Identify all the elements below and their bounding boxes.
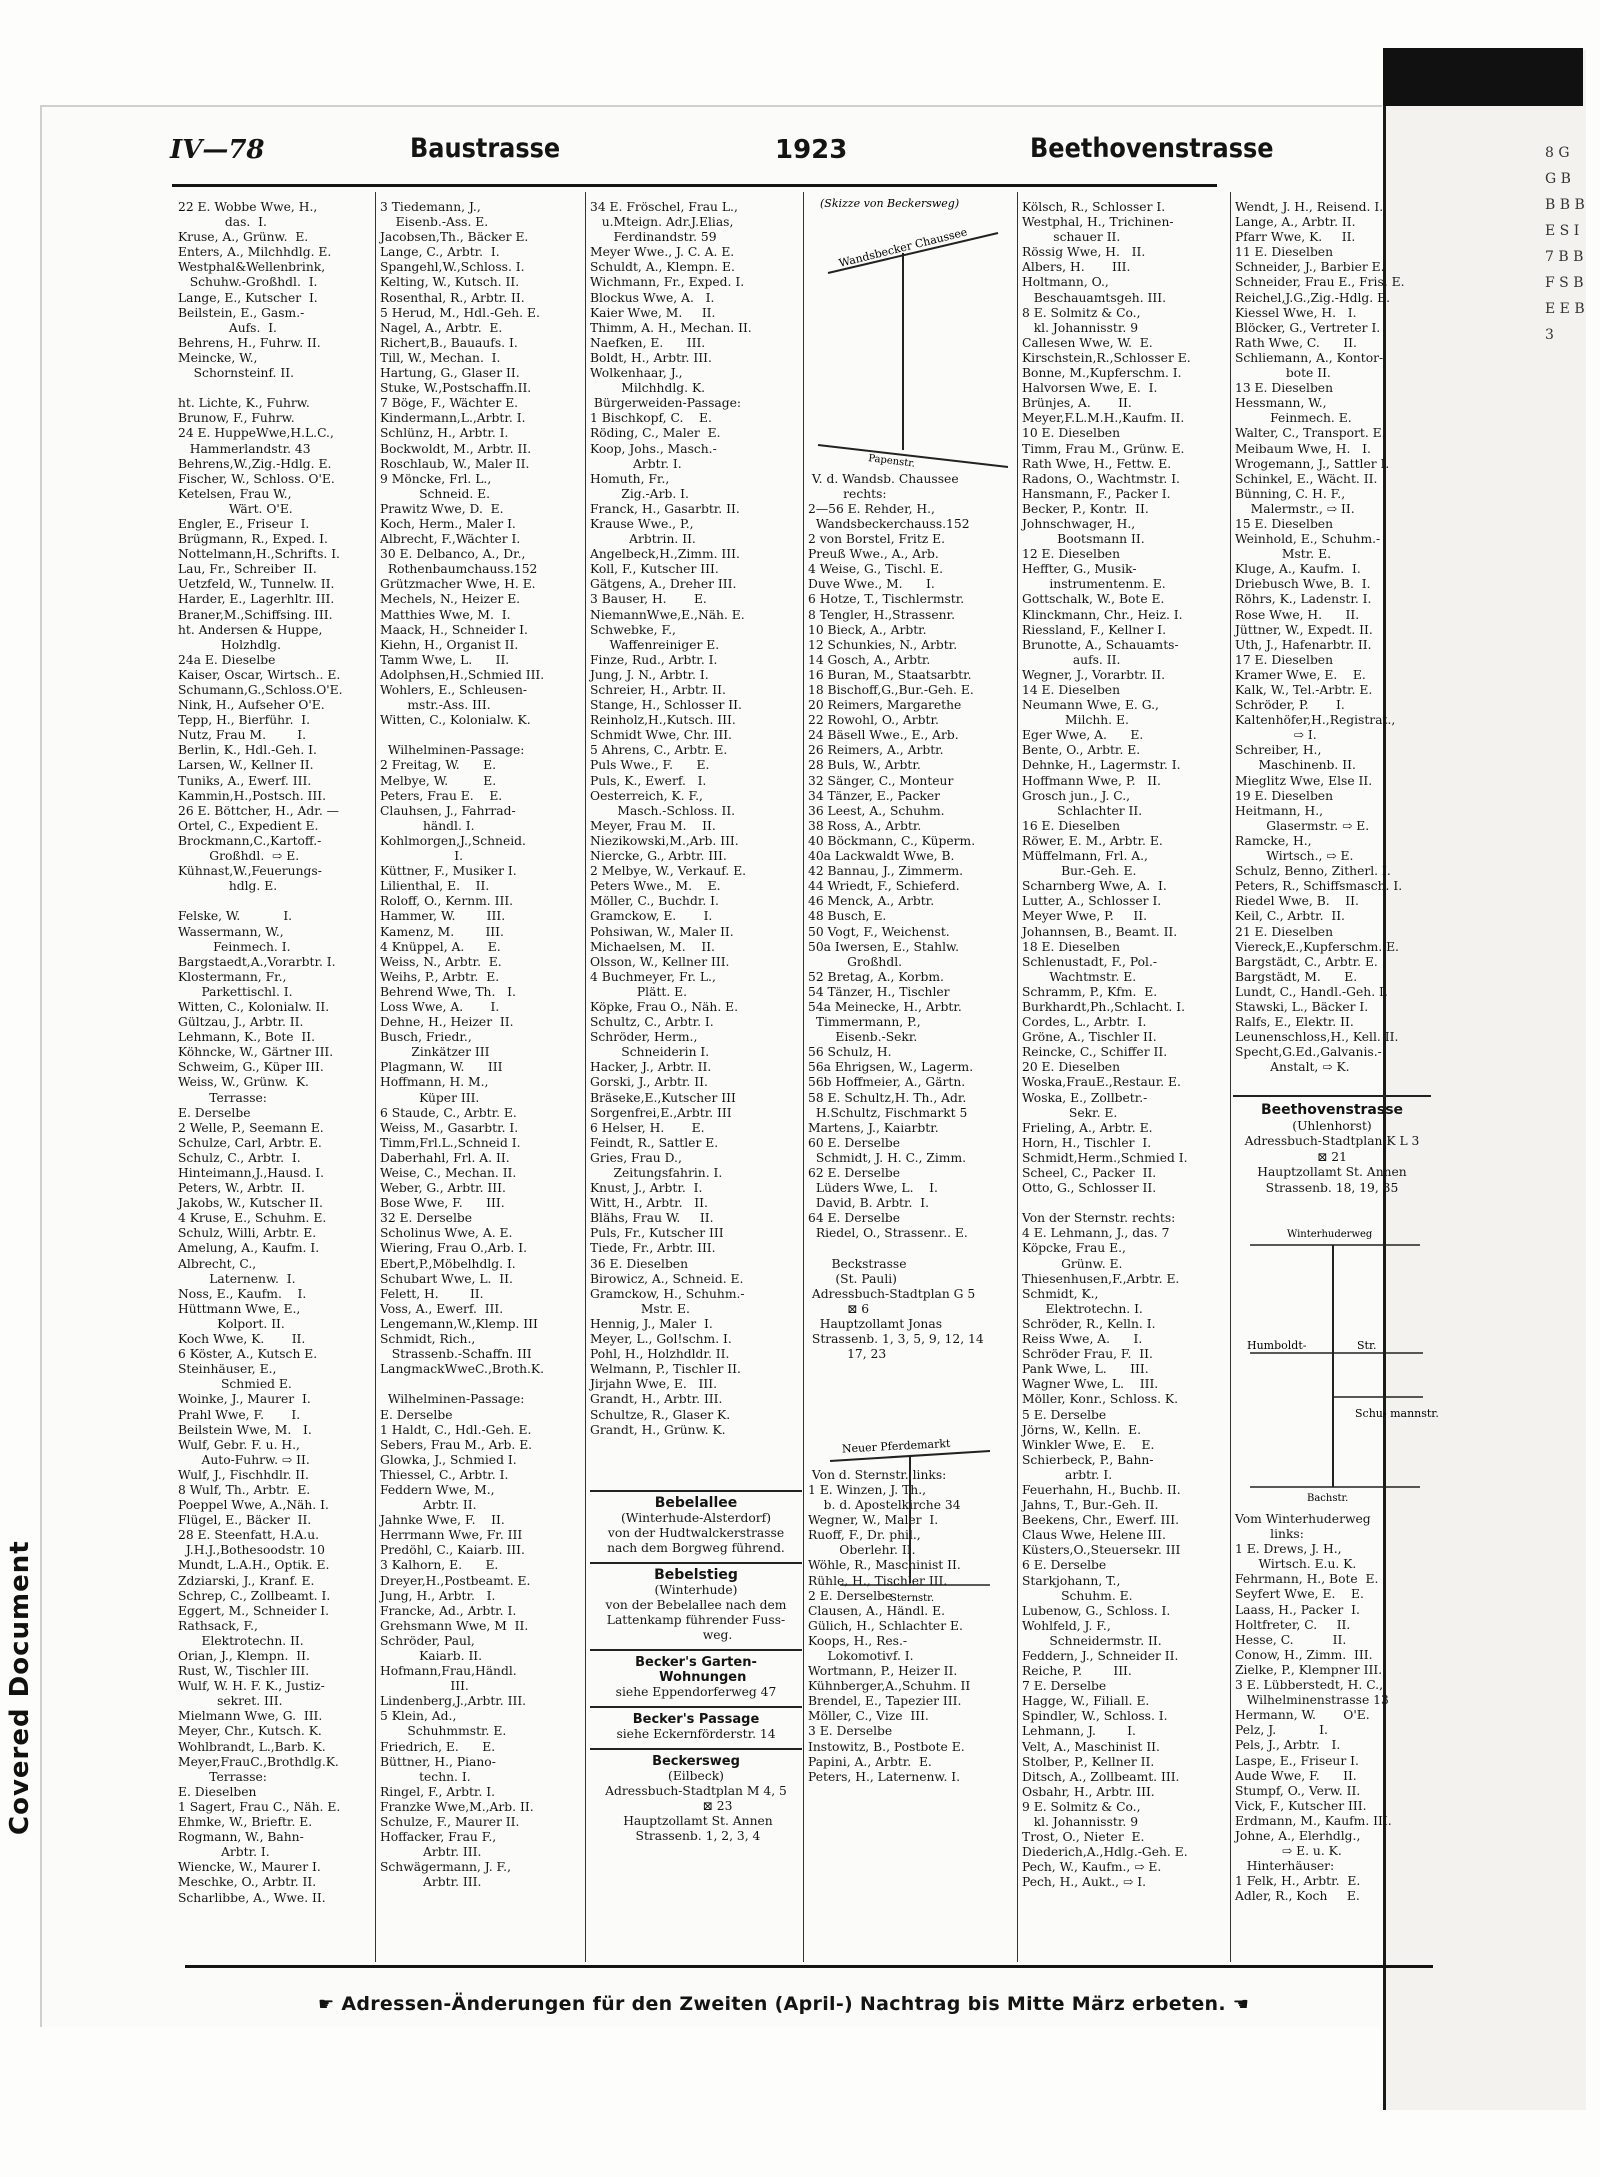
beethoven-map bbox=[1245, 1225, 1439, 1505]
sketch-road-label: Wandsbecker Chaussee bbox=[837, 225, 969, 270]
becker-garten-title: Becker's Garten- Wohnungen bbox=[635, 1655, 757, 1685]
beethoven-plan: Adressbuch-Stadtplan K L 3 bbox=[1244, 1134, 1420, 1148]
beethoven-entries: Vom Winterhuderweg links: 1 E. Drews, J. H., Wirtsch. E.u. K. Fehrmann, H., Bote E. Seyfert Wwe, E. E. Laass, H., Packer I. Holtfreter, C. II. Hesse, C. II. Conow, H., Zimm. III. Zielke, P., Klempner III. 3 E. Lübberstedt, H. C., Wilhelminenstrasse 13 Hermann, W. O'E. Pelz, J. I. Pels, J., Arbtr. I. Laspe, E., Friseur I. Aude Wwe, F. II. Stumpf, O., Verw. II. Vick, F., Kutscher III. Erdmann, M., Kaufm. III. Johne, A., Elerhdlg., ⇨ E. u. K. Hinterhäuser: 1 Felk, H., Arbtr. E. Adler, R., Koch E. bbox=[1235, 1512, 1392, 1904]
side-label: Covered Document bbox=[5, 1540, 35, 1835]
pointing-hand-icon: ☛ bbox=[318, 1994, 335, 2015]
beethoven-post: ⊠ 21 bbox=[1317, 1149, 1347, 1164]
beethoven-title: Beethovenstrasse bbox=[1260, 1102, 1404, 1118]
becker-passage-body: siehe Eckernförderstr. 14 bbox=[616, 1727, 776, 1741]
column-divider-2 bbox=[585, 192, 586, 1962]
beethoven-map-top: Winterhuderweg bbox=[1287, 1229, 1373, 1240]
bebelallee-box bbox=[590, 1490, 802, 1562]
sketch-road-label-2: Papenstr. bbox=[867, 453, 916, 470]
bebelstieg-body: (Winterhude) von der Bebelallee nach dem Lattenkamp führender Fuss- weg. bbox=[605, 1583, 787, 1642]
beckersweg-box bbox=[590, 1748, 802, 1850]
beethoven-map-str: Str. bbox=[1357, 1339, 1377, 1352]
spine-letters: 8 G G B B B B E S I 7 B B F S B E E B 3 bbox=[1545, 145, 1585, 343]
footer-text: Adressen-Änderungen für den Zweiten (April-) Nachtrag bis Mitte März erbeten. bbox=[341, 1993, 1226, 2015]
column-divider-1 bbox=[375, 192, 376, 1962]
beethoven-sub: (Uhlenhorst) bbox=[1292, 1118, 1372, 1133]
pointing-hand-icon-right: ☚ bbox=[1232, 1994, 1250, 2015]
becker-passage-box bbox=[590, 1706, 802, 1748]
sketch-caption: (Skizze von Beckersweg) bbox=[820, 197, 960, 210]
beethoven-zoll: Hauptzollamt St. Annen bbox=[1257, 1165, 1407, 1179]
page-number: IV—78 bbox=[170, 135, 265, 165]
bebelstieg-title: Bebelstieg bbox=[654, 1567, 738, 1583]
column-divider-5 bbox=[1230, 192, 1231, 1962]
beethoven-map-right bbox=[1355, 1407, 1439, 1420]
address-column-1: 22 E. Wobbe Wwe, H., das. I. Kruse, A., Grünw. E. Enters, A., Milchhdlg. E. Westphal&Wellenbrink, Schuhw.-Großhdl. I. Lange, E., Kutscher I. Beilstein, E., Gasm.- Aufs. I. Behrens, H., Fuhrw. II. Meincke, W., Schornsteinf. II. ht. Lichte, K., Fuhrw. Brunow, F., Fuhrw. 24 E. HuppeWwe,H.L.C., Hammerlandstr. 43 Behrens,W.,Zig.-Hdlg. E. Fischer, W., Schloss. O'E. Ketelsen, Frau W., Wärt. O'E. Engler, E., Friseur I. Brügmann, R., Exped. I. Nottelmann,H.,Schrifts. I. Lau, Fr., Schreiber II. Uetzfeld, W., Tunnelw. II. Harder, E., Lagerhltr. III. Braner,M.,Schiffsing. III. ht. Andersen & Huppe, Holzhdlg. 24a E. Dieselbe Kaiser, Oscar, Wirtsch.. E. Schumann,G.,Schloss.O'E. Nink, H., Aufseher O'E. Tepp, H., Bierführ. I. Nutz, Frau M. I. Berlin, K., Hdl.-Geh. I. Larsen, W., Kellner II. Tuniks, A., Ewerf. III. Kammin,H.,Postsch. III. 26 E. Böttcher, H., Adr. — Ortel, C., Expedient E. Brockmann,C.,Kartoff.- Großhdl. ⇨ E. Kühnast,W.,Feuerungs- hdlg. E. Felske, W. I. Wassermann, W., Feinmech. I. Bargstaedt,A.,Vorarbtr. I. Klostermann, Fr., Parkettischl. I. Witten, C., Kolonialw. II. Gültzau, J., Arbtr. II. Lehmann, K., Bote II. Köhncke, W., Gärtner III. Schweim, G., Küper III. Weiss, W., Grünw. K. Terrasse: E. Derselbe 2 Welle, P., Seemann E. Schulze, Carl, Arbtr. E. Schulz, C., Arbtr. I. Hinteimann,J.,Hausd. I. Peters, W., Arbtr. II. Jakobs, W., Kutscher II. 4 Kruse, E., Schuhm. E. Schulz, Willi, Arbtr. E. Amelung, A., Kaufm. I. Albrecht, C., Laternenw. I. Noss, E., Kaufm. I. Hüttmann Wwe, E., Kolport. II. Koch Wwe, K. II. 6 Köster, A., Kutsch E. Steinhäuser, E., Schmied E. Woinke, J., Maurer I. Prahl Wwe, F. I. Beilstein Wwe, M. I. Wulf, Gebr. F. u. H., Auto-Fuhrw. ⇨ II. Wulf, J., Fischhdlr. II. 8 Wulf, Th., Arbtr. E. Poeppel Wwe, A.,Näh. I. Flügel, E., Bäcker II. 28 E. Steenfatt, H.A.u. J.H.J.,Bothesoodstr. 10 Mundt, L.A.H., Optik. E. Zdziarski, J., Kranf. E. Schrep, C., Zollbeamt. I. Eggert, M., Schneider I. Rathsack, F., Elektrotechn. II. Orian, J., Klempn. II. Rust, W., Tischler III. Wulf, W. H. F. K., Justiz- sekret. III. Mielmann Wwe, G. III. Meyer, Chr., Kutsch. K. Wohlbrandt, L.,Barb. K. Meyer,FrauC.,Brothdlg.K. Terrasse: E. Dieselben 1 Sagert, Frau C., Näh. E. Ehmke, W., Brieftr. E. Rogmann, W., Bahn- Arbtr. I. Wiencke, W., Maurer I. Meschke, O., Arbtr. II. Scharlibbe, A., Wwe. II. bbox=[178, 200, 343, 1905]
beckersweg-body: (Eilbeck) Adressbuch-Stadtplan M 4, 5 ⊠ 23 Hauptzollamt St. Annen Strassenb. 1, 2, 3, 4 bbox=[605, 1769, 787, 1843]
col3-box-area bbox=[590, 1490, 802, 1850]
year-heading: 1923 bbox=[775, 135, 848, 165]
becker-garten-body: siehe Eppendorferweg 47 bbox=[615, 1685, 777, 1699]
becker-passage-title: Becker's Passage bbox=[632, 1712, 760, 1727]
bebelstieg-box bbox=[590, 1562, 802, 1649]
street-heading-right: Beethovenstrasse bbox=[1030, 133, 1274, 164]
spine-dark-bar bbox=[1383, 48, 1583, 106]
header-rule bbox=[172, 184, 1217, 187]
address-column-2: 3 Tiedemann, J., Eisenb.-Ass. E. Jacobsen,Th., Bäcker E. Lange, C., Arbtr. I. Spangehl,W.,Schloss. I. Kelting, W., Kutsch. II. Rosenthal, R., Arbtr. II. 5 Herud, M., Hdl.-Geh. E. Nagel, A., Arbtr. E. Richert,B., Bauaufs. I. Till, W., Mechan. I. Hartung, G., Glaser II. Stuke, W.,Postschaffn.II. 7 Böge, F., Wächter E. Kindermann,L.,Arbtr. I. Schlünz, H., Arbtr. I. Bockwoldt, M., Arbtr. II. Roschlaub, W., Maler II. 9 Möncke, Frl. L., Schneid. E. Prawitz Wwe, D. E. Koch, Herm., Maler I. Albrecht, F.,Wächter I. 30 E. Delbanco, A., Dr., Rothenbaumchauss.152 Grützmacher Wwe, H. E. Mechels, N., Heizer E. Matthies Wwe, M. I. Maack, H., Schneider I. Kiehn, H., Organist II. Tamm Wwe, L. II. Adolphsen,H.,Schmied III. Wohlers, E., Schleusen- mstr.-Ass. III. Witten, C., Kolonialw. K. Wilhelminen-Passage: 2 Freitag, W. E. Melbye, W. E. Peters, Frau E. E. Clauhsen, J., Fahrrad- händl. I. Kohlmorgen,J.,Schneid. I. Küttner, F., Musiker I. Lilienthal, E. II. Roloff, O., Kernm. III. Hammer, W. III. Kamenz, M. III. 4 Knüppel, A. E. Weiss, N., Arbtr. E. Weihs, P., Arbtr. E. Behrend Wwe, Th. I. Loss Wwe, A. I. Dehne, H., Heizer II. Busch, Friedr., Zinkätzer III Plagmann, W. III Hoffmann, H. M., Küper III. 6 Staude, C., Arbtr. E. Weiss, M., Gasarbtr. I. Timm,Frl.L.,Schneid I. Daberhahl, Frl. A. II. Weise, C., Mechan. II. Weber, G., Arbtr. III. Bose Wwe, F. III. 32 E. Derselbe Scholinus Wwe, A. E. Wiering, Frau O.,Arb. I. Ebert,P.,Möbelhdlg. I. Schubart Wwe, L. II. Felett, H. II. Voss, A., Ewerf. III. Lengemann,W.,Klemp. III Schmidt, Rich., Strassenb.-Schaffn. III LangmackWweC.,Broth.K. Wilhelminen-Passage: E. Derselbe 1 Haldt, C., Hdl.-Geh. E. Sebers, Frau M., Arb. E. Glowka, J., Schmied I. Thiessel, C., Arbtr. I. Feddern Wwe, M., Arbtr. II. Jahnke Wwe, F. II. Herrmann Wwe, Fr. III Predöhl, C., Kaiarb. III. 3 Kalhorn, E. E. Dreyer,H.,Postbeamt. E. Jung, H., Arbtr. I. Francke, Ad., Arbtr. I. Grehsmann Wwe, M II. Schröder, Paul, Kaiarb. II. Hofmann,Frau,Händl. III. Lindenberg,J.,Arbtr. III. 5 Klein, Ad., Schuhmmstr. E. Friedrich, E. E. Büttner, H., Piano- techn. I. Ringel, F., Arbtr. I. Franzke Wwe,M.,Arb. II. Schulze, F., Maurer II. Hoffacker, Frau F., Arbtr. III. Schwägermann, J. F., Arbtr. III. bbox=[380, 200, 545, 1890]
address-column-3: 34 E. Fröschel, Frau L., u.Mteign. Adr.J.Elias, Ferdinandstr. 59 Meyer Wwe., J. C. A. E. Schuldt, A., Klempn. E. Wichmann, Fr., Exped. I. Blockus Wwe, A. I. Kaier Wwe, M. II. Thimm, A. H., Mechan. II. Naefken, E. III. Boldt, H., Arbtr. III. Wolkenhaar, J., Milchhdlg. K. Bürgerweiden-Passage: 1 Bischkopf, C. E. Röding, C., Maler E. Koop, Johs., Masch.- Arbtr. I. Homuth, Fr., Zig.-Arb. I. Franck, H., Gasarbtr. II. Krause Wwe., P., Arbtrin. II. Angelbeck,H.,Zimm. III. Koll, F., Kutscher III. Gätgens, A., Dreher III. 3 Bauser, H. E. NiemannWwe,E.,Näh. E. Schwebke, F., Waffenreiniger E. Finze, Rud., Arbtr. I. Jung, J. N., Arbtr. I. Schreier, H., Arbtr. II. Stange, H., Schlosser II. Reinholz,H.,Kutsch. III. Schmidt Wwe, Chr. III. 5 Ahrens, C., Arbtr. E. Puls Wwe., F. E. Puls, K., Ewerf. I. Oesterreich, K. F., Masch.-Schloss. II. Meyer, Frau M. II. Niezikowski,M.,Arb. III. Niercke, G., Arbtr. III. 2 Melbye, W., Verkauf. E. Peters Wwe., M. E. Möller, C., Buchdr. I. Gramckow, E. I. Pohsiwan, W., Maler II. Michaelsen, M. II. Olsson, W., Kellner III. 4 Buchmeyer, Fr. L., Plätt. E. Köpke, Frau O., Näh. E. Schultz, C., Arbtr. I. Schröder, Herm., Schneiderin I. Hacker, J., Arbtr. II. Gorski, J., Arbtr. II. Bräseke,E.,Kutscher III Sorgenfrei,E.,Arbtr. III 6 Helser, H. E. Feindt, R., Sattler E. Gries, Frau D., Zeitungsfahrin. I. Knust, J., Arbtr. I. Witt, H., Arbtr. II. Blähs, Frau W. II. Puls, Fr., Kutscher III Tiede, Fr., Arbtr. III. 36 E. Dieselben Birowicz, A., Schneid. E. Gramckow, H., Schuhm.- Mstr. E. Hennig, J., Maler I. Meyer, L., Gol!schm. I. Pohl, H., Holzhdldr. II. Welmann, P., Tischler II. Jirjahn Wwe, E. III. Grandt, H., Arbtr. III. Schultze, R., Glaser K. Grandt, H., Grünw. K. bbox=[590, 200, 752, 1437]
beck-map-bottom: Sternstr. bbox=[890, 1593, 935, 1604]
becker-garten-box bbox=[590, 1649, 802, 1706]
address-column-5: Kölsch, R., Schlosser I. Westphal, H., Trichinen- schauer II. Rössig Wwe, H. II. Albers, H. III. Holtmann, O., Beschauamtsgeh. III. 8 E. Solmitz & Co., kl. Johannisstr. 9 Callesen Wwe, W. E. Kirschstein,R.,Schlosser E. Bonne, M.,Kupferschm. I. Halvorsen Wwe, E. I. Brünjes, A. II. Meyer,F.L.M.H.,Kaufm. II. 10 E. Dieselben Timm, Frau M., Grünw. E. Rath Wwe, H., Fettw. E. Radons, O., Wachtmstr. I. Hansmann, F., Packer I. Becker, P., Kontr. II. Johnschwager, H., Bootsmann II. 12 E. Dieselben Heffter, G., Musik- instrumentenm. E. Gottschalk, W., Bote E. Klinckmann, Chr., Heiz. I. Riessland, F., Kellner I. Brunotte, A., Schauamts- aufs. II. Wegner, J., Vorarbtr. II. 14 E. Dieselben Neumann Wwe, E. G., Milchh. E. Eger Wwe, A. E. Bente, O., Arbtr. E. Dehnke, H., Lagermstr. I. Hoffmann Wwe, P. II. Grosch jun., J. C., Schlachter II. 16 E. Dieselben Röwer, E. M., Arbtr. E. Müffelmann, Frl. A., Bur.-Geh. E. Scharnberg Wwe, A. I. Lutter, A., Schlosser I. Meyer Wwe, P. II. Johannsen, B., Beamt. II. 18 E. Dieselben Schlenustadt, F., Pol.- Wachtmstr. E. Schramm, P., Kfm. E. Burkhardt,Ph.,Schlacht. I. Cordes, L., Arbtr. I. Gröne, A., Tischler II. Reincke, C., Schiffer II. 20 E. Dieselben Woska,FrauE.,Restaur. E. Woska, E., Zollbetr.- Sekr. E. Frieling, A., Arbtr. E. Horn, H., Tischler I. Schmidt,Herm.,Schmied I. Scheel, C., Packer II. Otto, G., Schlosser II. Von der Sternstr. rechts: 4 E. Lehmann, J., das. 7 Köpcke, Frau E., Grünw. E. Thiesenhusen,F.,Arbtr. E. Schmidt, K., Elektrotechn. I. Schröder, R., Kelln. I. Reiss Wwe, A. I. Schröder Frau, F. II. Pank Wwe, L. III. Wagner Wwe, L. III. Möller, Konr., Schloss. K. 5 E. Derselbe Jörns, W., Kelln. E. Winkler Wwe, E. E. Schierbeck, P., Bahn- arbtr. I. Feuerhahn, H., Buchb. II. Jahns, T., Bur.-Geh. II. Beekens, Chr., Ewerf. III. Claus Wwe, Helene III. Küsters,O.,Steuersekr. III 6 E. Derselbe Starkjohann, T., Schuhm. E. Lubenow, G., Schloss. I. Wohlfeld, J. F., Schneidermstr. II. Feddern, J., Schneider II. Reiche, P. III. 7 E. Derselbe Hagge, W., Filiall. E. Spindler, W., Schloss. I. Lehmann, J. I. Velt, A., Maschinist II. Stolber, P., Kellner II. Ditsch, A., Zollbeamt. III. Osbahr, H., Arbtr. III. 9 E. Solmitz & Co., kl. Johannisstr. 9 Trost, O., Nieter E. Diederich,A.,Hdlg.-Geh. E. Pech, W., Kaufm., ⇨ E. Pech, H., Aukt., ⇨ I. bbox=[1022, 200, 1191, 1890]
column-divider-3 bbox=[803, 192, 804, 1962]
address-column-4: V. d. Wandsb. Chaussee rechts: 2—56 E. Rehder, H., Wandsbeckerchauss.152 2 von Borstel, Fritz E. Preuß Wwe., A., Arb. 4 Weise, G., Tischl. E. Duve Wwe., M. I. 6 Hotze, T., Tischlermstr. 8 Tengler, H.,Strassenr. 10 Bieck, A., Arbtr. 12 Schunkies, N., Arbtr. 14 Gosch, A., Arbtr. 16 Buran, M., Staatsarbtr. 18 Bischoff,G.,Bur.-Geh. E. 20 Reimers, Margarethe 22 Rowohl, O., Arbtr. 24 Bäsell Wwe., E., Arb. 26 Reimers, A., Arbtr. 28 Buls, W., Arbtr. 32 Sänger, C., Monteur 34 Tänzer, E., Packer 36 Leest, A., Schuhm. 38 Ross, A., Arbtr. 40 Böckmann, C., Küperm. 40a Lackwaldt Wwe, B. 42 Bannau, J., Zimmerm. 44 Wriedt, F., Schieferd. 46 Menck, A., Arbtr. 48 Busch, E. 50 Vogt, F., Weichenst. 50a Iwersen, E., Stahlw. Großhdl. 52 Bretag, A., Korbm. 54 Tänzer, H., Tischler 54a Meinecke, H., Arbtr. Timmermann, P., Eisenb.-Sekr. 56 Schulz, H. 56a Ehrigsen, W., Lagerm. 56b Hoffmeier, A., Gärtn. 58 E. Schultz,H. Th., Adr. H.Schultz, Fischmarkt 5 Martens, J., Kaiarbtr. 60 E. Derselbe Schmidt, J. H. C., Zimm. 62 E. Derselbe Lüders Wwe, L. I. David, B. Arbtr. I. 64 E. Derselbe Riedel, O., Strassenr.. E. Beckstrasse (St. Pauli) Adressbuch-Stadtplan G 5 ⊠ 6 Hauptzollamt Jonas Strassenb. 1, 3, 5, 9, 12, 14 17, 23 Von d. Sternstr. links: 1 E. Winzen, J. Th., b. d. Apostelkirche 34 Wegner, W., Maler I. Ruoff, F., Dr. phil., Oberlehr. II. Wöhle, R., Maschinist II. Rühle, H., Tischler III. 2 E. Derselbe Clausen, A., Händl. E. Gülich, H., Schlachter E. Koops, H., Res.- Lokomotivf. I. Wortmann, P., Heizer II. Kühnberger,A.,Schuhm. II Brendel, E., Tapezier III. Möller, C., Vize III. 3 E. Derselbe Instowitz, B., Postbote E. Papini, A., Arbtr. E. Peters, H., Laternenw. I. bbox=[808, 471, 984, 1784]
column-divider-4 bbox=[1017, 192, 1018, 1962]
address-column-6: Wendt, J. H., Reisend. I. Lange, A., Arbtr. II. Pfarr Wwe, K. II. 11 E. Dieselben Schneider, J., Barbier E. Schneider, Frau E., Fris. E. Reichel,J.G.,Zig.-Hdlg. E. Kiessel Wwe, H. I. Blöcker, G., Vertreter I. Rath Wwe, C. II. Schliemann, A., Kontor- bote II. 13 E. Dieselben Hessmann, W., Feinmech. E. Walter, C., Transport. E. Meibaum Wwe, H. I. Wrogemann, J., Sattler I. Schinkel, E., Wächt. II. Bünning, C. H. F., Malermstr., ⇨ II. 15 E. Dieselben Weinhold, E., Schuhm.- Mstr. E. Kluge, A., Kaufm. I. Driebusch Wwe, B. I. Röhrs, K., Ladenstr. I. Rose Wwe, H. II. Jüttner, W., Expedt. II. Uth, J., Hafenarbtr. II. 17 E. Dieselben Kramer Wwe, E. E. Kalk, W., Tel.-Arbtr. E. Schröder, P. I. Kaltenhöfer,H.,Registrat., ⇨ I. Schreiber, H., Maschinenb. II. Mieglitz Wwe, Else II. 19 E. Dieselben Heitmann, H., Glasermstr. ⇨ E. Ramcke, H., Wirtsch., ⇨ E. Schulz, Benno, Zitherl. I. Peters, R., Schiffsmasch. I. Riedel Wwe, B. II. Keil, C., Arbtr. II. 21 E. Dieselben Viereck,E.,Kupferschm. E. Bargstädt, C., Arbtr. E. Bargstädt, M. E. Lundt, C., Handl.-Geh. I. Stawski, L., Bäcker I. Ralfs, E., Elektr. II. Leunenschloss,H., Kell. II. Specht,G.Ed.,Galvanis.- Anstalt, ⇨ K. bbox=[1235, 200, 1405, 1075]
bebelallee-title: Bebelallee bbox=[654, 1495, 738, 1511]
beck-map-top: Neuer Pferdemarkt bbox=[841, 1436, 951, 1456]
beethoven-map-left: Humboldt- bbox=[1247, 1339, 1307, 1352]
beethoven-map-bottom: Bachstr. bbox=[1307, 1493, 1349, 1504]
beethoven-map-right-text: Schu- mannstr. bbox=[1355, 1407, 1439, 1420]
footer-notice bbox=[318, 1993, 1318, 2015]
bebelallee-body: (Winterhude-Alsterdorf) von der Hudtwalckerstrasse nach dem Borgweg führend. bbox=[607, 1511, 785, 1555]
beckstrasse-map bbox=[820, 1435, 1000, 1605]
beckersweg-sketch bbox=[808, 195, 1013, 515]
beethoven-box bbox=[1233, 1095, 1431, 1196]
beckersweg-title: Beckersweg bbox=[652, 1754, 740, 1769]
street-heading-left: Baustrasse bbox=[410, 133, 561, 164]
beethoven-bahn: Strassenb. 18, 19, 35 bbox=[1265, 1180, 1399, 1195]
